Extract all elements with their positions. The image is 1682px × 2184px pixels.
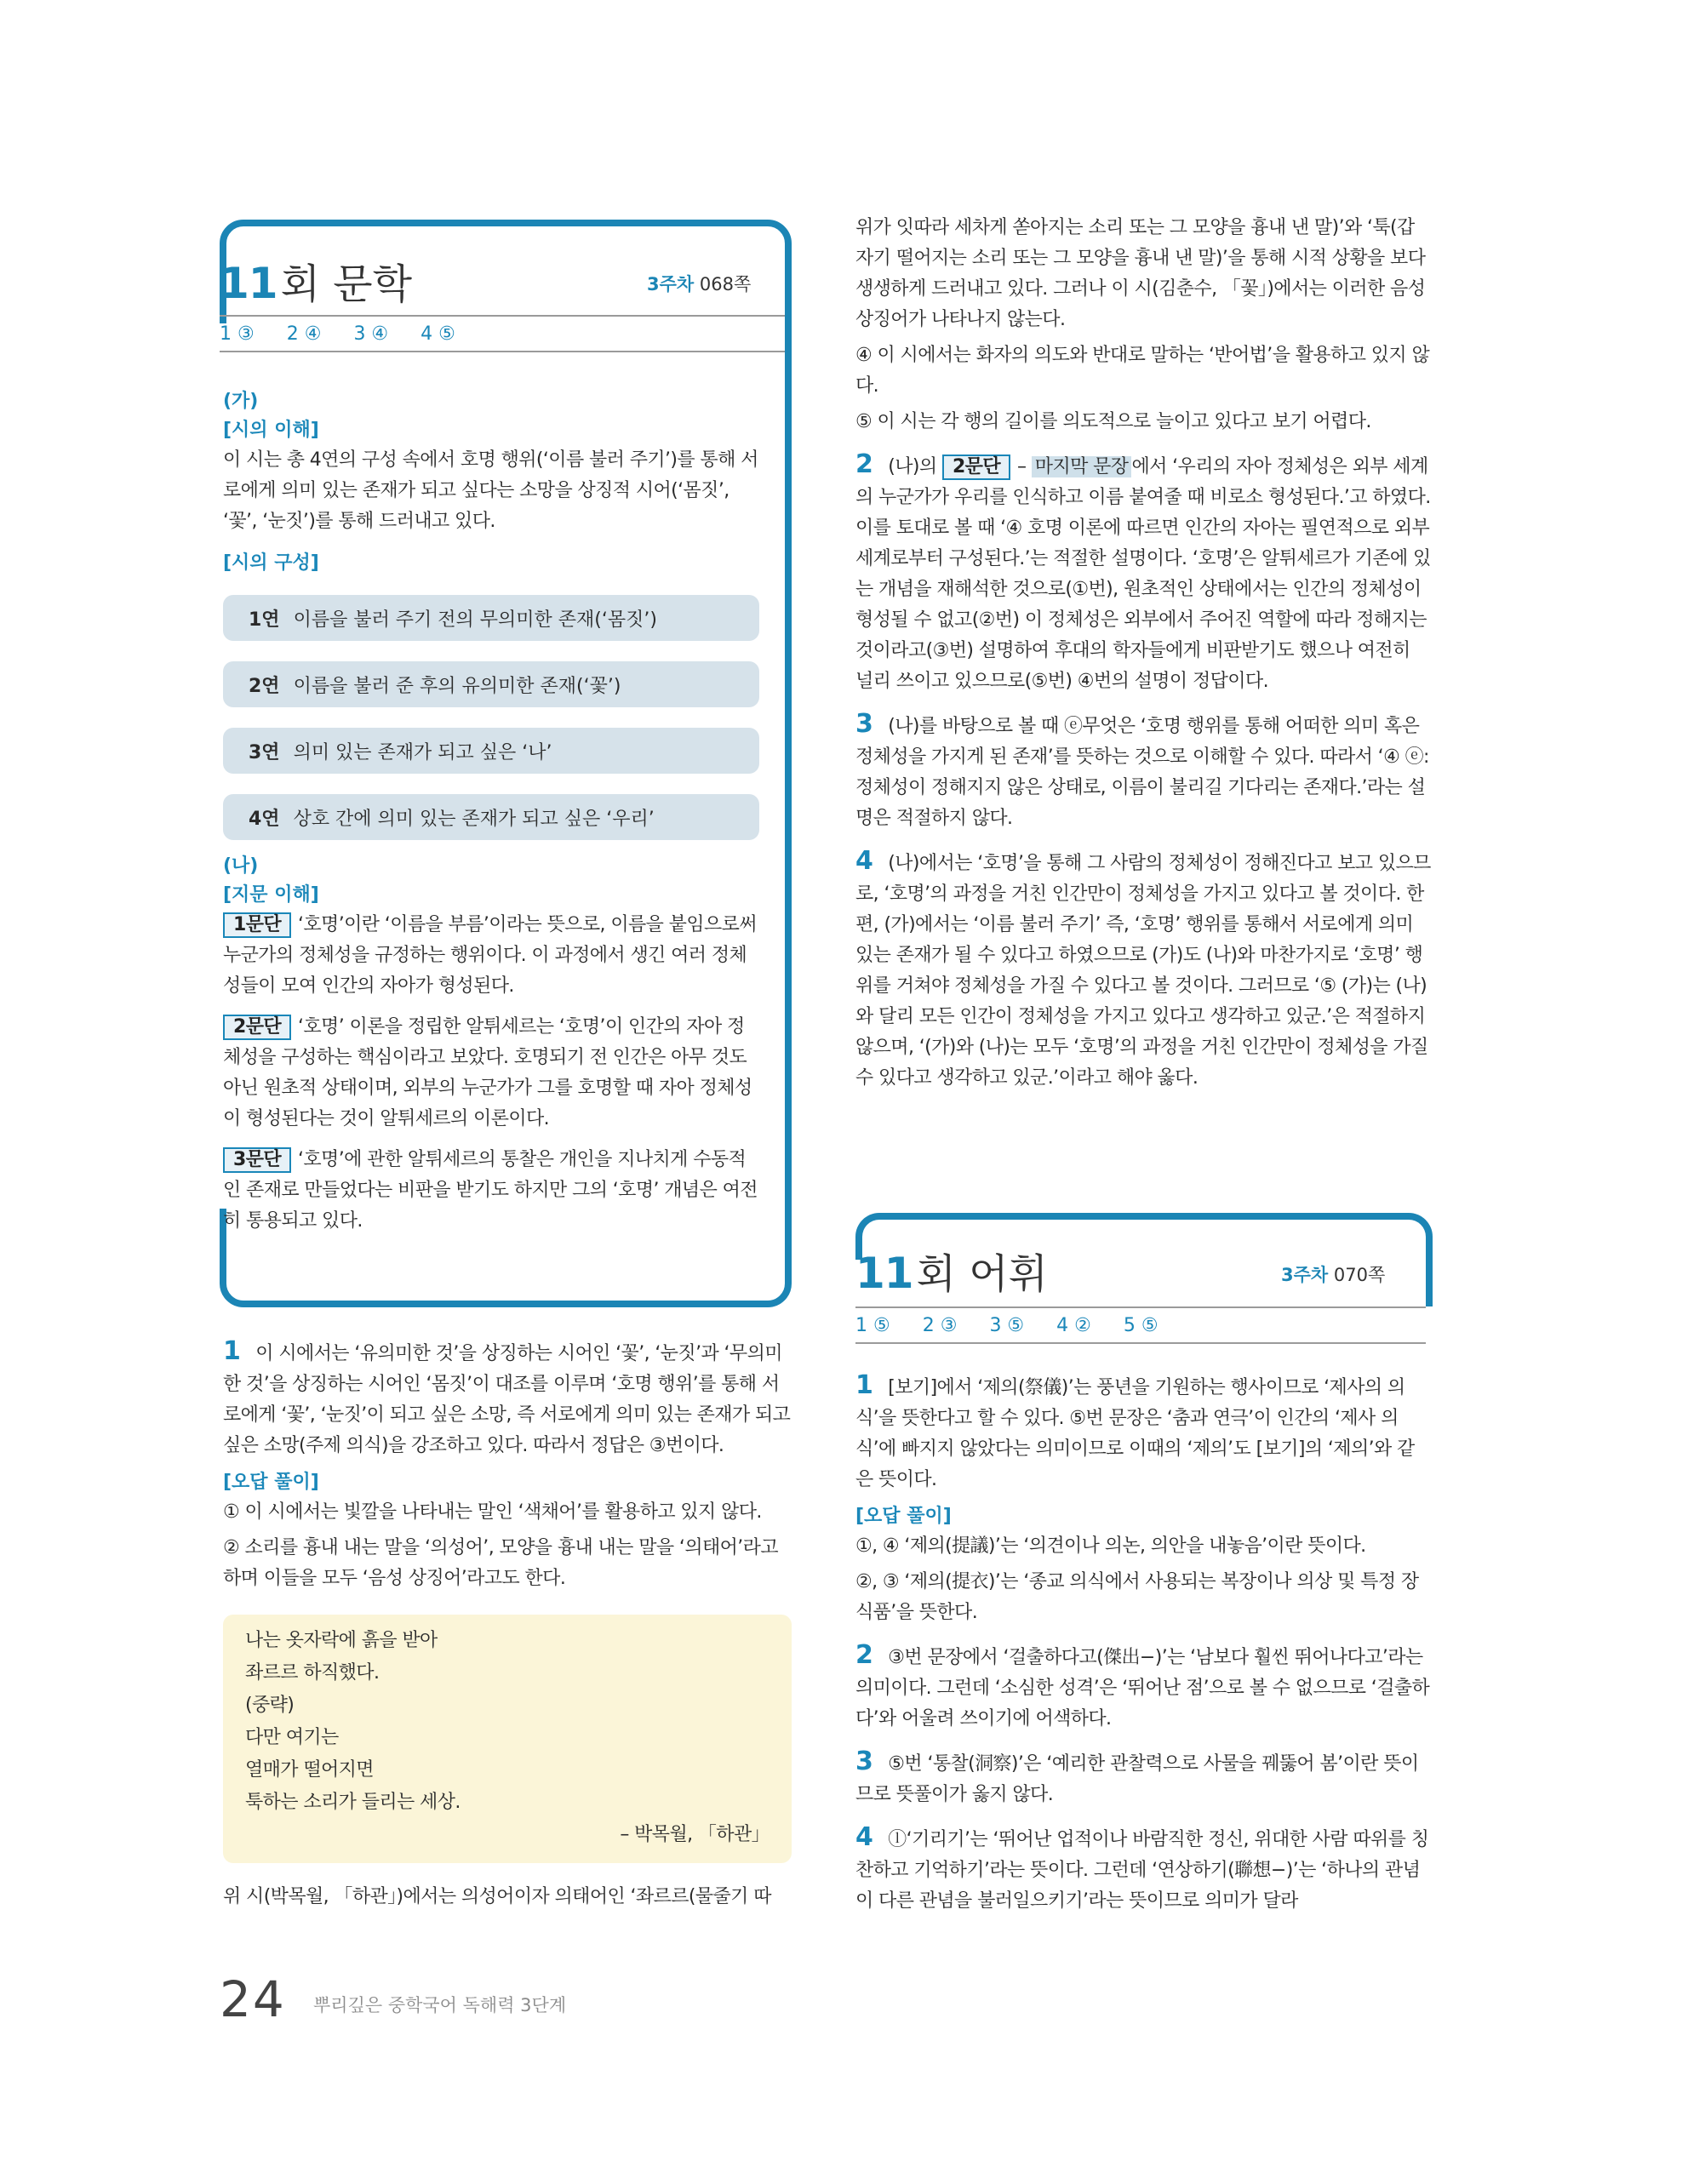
stanza-text: 이름을 불러 주기 전의 무의미한 존재(‘몸짓’) (293, 609, 657, 631)
question-number: 3 (855, 1747, 873, 1776)
paragraph-summary (223, 1012, 759, 1135)
continued-text: 위 시(박목월, 「하관」)에서는 의성어이자 의태어인 ‘좌르르(물줄기 따 (223, 1886, 771, 1907)
stanza-label: 2연 (249, 675, 280, 697)
question-text (855, 1370, 1431, 1495)
q2-prefix: (나)의 (888, 456, 937, 477)
stanza-pill (223, 661, 759, 707)
book-title: 뿌리깊은 중학국어 독해력 3단계 (313, 1995, 567, 2015)
paragraph-tag: 1문단 (223, 912, 291, 938)
poem-line: (중략) (245, 1695, 295, 1716)
continued-text: 위가 잇따라 세차게 쏟아지는 소리 또는 그 모양을 흉내 낸 말)’와 ‘툭(갑자기 떨어지는 소리 또는 그 모양을 흉내 낸 말)’을 통해 시적 상황을 보다 생생하게 드러내고 있다. 그러나 이 시(김춘수, 「꽃」)에서는 이러한 음성 상징어가 나타나지 않는다. (855, 217, 1426, 330)
wrong-answer-2: ② 소리를 흉내 내는 말을 ‘의성어’, 모양을 흉내 내는 말을 ‘의태어’라고 하며 이들을 모두 ‘음성 상징어’라고도 한다. (223, 1537, 778, 1589)
poem-structure-heading: [시의 구성] (223, 552, 319, 574)
answer-item: 4 ② (1056, 1314, 1091, 1336)
question-2-explanation (855, 449, 1431, 697)
paragraph-tag: 2문단 (942, 455, 1010, 480)
question-number: 4 (855, 846, 873, 876)
answer-item: 4 ⑤ (420, 323, 455, 345)
poem-understanding-text: 이 시는 총 4연의 구성 속에서 호명 행위(‘이름 불러 주기’)를 통해 서로에게 의미 있는 존재가 되고 싶다는 소망을 상징적 시어(‘몸짓’, ‘꽃’, ‘눈짓’)를 통해 드러내고 있다. (223, 449, 758, 532)
page-number: 24 (220, 1970, 286, 2028)
title-text: 회 문학 (280, 260, 412, 308)
vocabulary-body (855, 1370, 1431, 1917)
answer-item: 5 ⑤ (1123, 1314, 1159, 1336)
wrong-answer-4: ④ 이 시에서는 화자의 의도와 반대로 말하는 ‘반어법’을 활용하고 있지 않다. (855, 345, 1430, 397)
question-body: 이 시에서는 ‘유의미한 것’을 상징하는 시어인 ‘꽃’, ‘눈짓’과 ‘무의미한 것’을 상징하는 시어인 ‘몸짓’이 대조를 이루며 ‘호명 행위’를 통해 서로에게 ‘꽃’, ‘눈짓’이 되고 싶은 소망, 즉 서로에게 의미 있는 존재가 되고 싶은 소망(주제 의식)을 강조하고 있다. 따라서 정답은 ③번이다. (223, 1343, 791, 1456)
stanza-label: 4연 (249, 808, 280, 830)
question-3-explanation (855, 709, 1431, 834)
question-4-explanation (855, 846, 1431, 1094)
section-na: (나) (223, 855, 259, 877)
paragraph-text: ‘호명’에 관한 알튀세르의 통찰은 개인을 지나치게 수동적인 존재로 만들었다는 비판을 받기도 하지만 그의 ‘호명’ 개념은 여전히 통용되고 있다. (223, 1149, 758, 1232)
title-number: 11 (855, 1249, 913, 1298)
question-text (855, 1640, 1431, 1735)
poem-understanding-heading: [시의 이해] (223, 420, 319, 441)
question-number: 4 (855, 1822, 873, 1852)
stanza-text: 의미 있는 존재가 되고 싶은 ‘나’ (293, 741, 552, 763)
poem-line: 열매가 떨어지면 (245, 1759, 374, 1781)
stanza-text: 상호 간에 의미 있는 존재가 되고 싶은 ‘우리’ (293, 808, 655, 830)
question-text (855, 1747, 1431, 1810)
paragraph-tag: 3문단 (223, 1147, 291, 1173)
answer-item: 2 ④ (286, 323, 322, 345)
answer-item: 3 ⑤ (989, 1314, 1025, 1336)
question-number: 2 (855, 1640, 873, 1670)
question-body: ③번 문장에서 ‘걸출하다고(傑出−)’는 ‘남보다 훨씬 뛰어나다고’라는 의미이다. 그런데 ‘소심한 성격’은 ‘뛰어난 점’으로 볼 수 없으므로 ‘걸출하다’와 어울려 쓰이기에 어색하다. (855, 1647, 1430, 1729)
answer-item: 1 ⑤ (855, 1314, 890, 1336)
title-number: 11 (220, 259, 277, 308)
paragraph-summary (223, 910, 759, 1002)
right-column (855, 213, 1431, 1094)
answer-item: 3 ④ (353, 323, 389, 345)
passage-heading: [지문 이해] (223, 884, 319, 906)
question-body: (나)를 바탕으로 볼 때 ⓔ무엇은 ‘호명 행위를 통해 어떠한 의미 혹은 정체성을 가지게 된 존재’를 뜻하는 것으로 이해할 수 있다. 따라서 ‘④ ⓔ: 정체성이 정해지지 않은 상태로, 이름이 불리길 기다리는 존재다.’라는 설명은 적절하지 않다. (855, 716, 1429, 829)
week-label: 3주차 (1281, 1265, 1329, 1285)
question-body: ⑤번 ‘통찰(洞察)’은 ‘예리한 관찰력으로 사물을 꿰뚫어 봄’이란 뜻이므로 뜻풀이가 옳지 않다. (855, 1753, 1419, 1805)
wrong-answer-heading: [오답 풀이] (855, 1506, 952, 1527)
section-ga: (가) (223, 391, 259, 412)
week-page: 070쪽 (1333, 1265, 1386, 1285)
answer-item: 2 ③ (922, 1314, 958, 1336)
week-ref (1281, 1261, 1385, 1287)
answer-item: 1 ③ (220, 323, 255, 345)
wrong-answer-2: ②, ③ ‘제의(提衣)’는 ‘종교 의식에서 사용되는 복장이나 의상 및 특정 장식품’을 뜻한다. (855, 1571, 1419, 1623)
literature-title (220, 251, 412, 310)
question-number: 1 (223, 1336, 241, 1366)
question-text (223, 1336, 792, 1461)
question-body: 에서 ‘우리의 자아 정체성은 외부 세계의 누군가가 우리를 인식하고 이름 붙여줄 때 비로소 형성된다.’고 하였다. 이를 토대로 볼 때 ‘④ 호명 이론에 따르면 인간의 자아는 필연적으로 외부 세계로부터 구성된다.’는 적절한 설명이다. ‘호명’은 알튀세르가 기존에 있는 개념을 재해석한 것으로(①번), 원초적인 상태에서는 인간의 정체성이 형성될 수 없고(②번) 이 정체성은 외부에서 주어진 역할에 따라 정해지는 것이라고(③번) 설명하여 후대의 학자들에게 비판받기도 했으나 여전히 널리 쓰이고 있으므로(⑤번) ④번의 설명이 정답이다. (855, 456, 1431, 692)
week-ref (647, 271, 751, 296)
question-number: 2 (855, 449, 873, 479)
week-label: 3주차 (647, 274, 695, 294)
literature-body (223, 387, 759, 1237)
poem-line: 좌르르 하직했다. (245, 1662, 380, 1684)
stanza-pill (223, 728, 759, 774)
question-body: [보기]에서 ‘제의(祭儀)’는 풍년을 기원하는 행사이므로 ‘제사의 의식’을 뜻한다고 할 수 있다. ⑤번 문장은 ‘춤과 연극’이 인간의 ‘제사 의식’에 빠지지 않았다는 의미이므로 이때의 ‘제의’도 [보기]의 ‘제의’와 같은 뜻이다. (855, 1377, 1415, 1490)
poem-excerpt-box (223, 1615, 792, 1863)
stanza-text: 이름을 불러 준 후의 유의미한 존재(‘꽃’) (293, 675, 621, 697)
vocabulary-title (855, 1241, 1048, 1300)
question-1-explanation (223, 1336, 792, 1912)
wrong-answer-heading: [오답 풀이] (223, 1472, 319, 1493)
poem-line: 다만 여기는 (245, 1727, 339, 1748)
question-number: 1 (855, 1370, 873, 1400)
title-text: 회 어휘 (916, 1250, 1048, 1298)
week-page: 068쪽 (699, 274, 752, 294)
question-number: 3 (855, 709, 873, 739)
paragraph-text: ‘호명’이란 ‘이름을 부름’이라는 뜻으로, 이름을 붙임으로써 누군가의 정체성을 규정하는 행위이다. 이 과정에서 생긴 여러 정체성들이 모여 인간의 자아가 형성된다. (223, 914, 757, 997)
poem-source: – 박목월, 「하관」 (620, 1824, 769, 1845)
answer-bar (220, 315, 785, 352)
wrong-answer-5: ⑤ 이 시는 각 행의 길이를 의도적으로 늘이고 있다고 보기 어렵다. (855, 411, 1371, 432)
paragraph-text: ‘호명’ 이론을 정립한 알튀세르는 ‘호명’이 인간의 자아 정체성을 구성하는 핵심이라고 보았다. 호명되기 전 인간은 아무 것도 아닌 원초적 상태이며, 외부의 누군가가 그를 호명할 때 자아 정체성이 형성된다는 것이 알튀세르의 이론이다. (223, 1016, 752, 1129)
stanza-pill (223, 794, 759, 840)
wrong-answer-1: ① 이 시에서는 빛깔을 나타내는 말인 ‘색채어’를 활용하고 있지 않다. (223, 1501, 762, 1523)
paragraph-summary (223, 1145, 759, 1237)
stanza-pill (223, 595, 759, 641)
answer-bar (855, 1306, 1426, 1344)
question-text (855, 1822, 1431, 1917)
stanza-label: 3연 (249, 741, 280, 763)
paragraph-tag: 2문단 (223, 1015, 291, 1040)
question-body: ⓛ‘기리기’는 ‘뛰어난 업적이나 바람직한 정신, 위대한 사람 따위를 칭찬하고 기억하기’라는 뜻이다. 그런데 ‘연상하기(聯想−)’는 ‘하나의 관념이 다른 관념을 불러일으키기’라는 뜻이므로 의미가 달라 (855, 1829, 1429, 1912)
question-body: (나)에서는 ‘호명’을 통해 그 사람의 정체성이 정해진다고 보고 있으므로, ‘호명’의 과정을 거친 인간만이 정체성을 가지고 있다고 볼 것이다. 한편, (가)에서는 ‘이름 불러 주기’ 즉, ‘호명’ 행위를 통해서 서로에게 의미 있는 존재가 될 수 있다고 하였으므로 (가)도 (나)와 마찬가지로 ‘호명’ 행위를 거쳐야 정체성을 가질 수 있다고 볼 것이다. 그러므로 ‘⑤ (가)는 (나)와 달리 모든 인간이 정체성을 가지고 있다고 생각하고 있군.’은 적절하지 않으며, ‘(가)와 (나)는 모두 ‘호명’의 과정을 거친 인간만이 정체성을 가질 수 있다고 생각하고 있군.’이라고 해야 옳다. (855, 853, 1431, 1089)
poem-line: 툭하는 소리가 들리는 세상. (245, 1792, 461, 1813)
highlight-last-sentence: 마지막 문장 (1032, 456, 1132, 477)
stanza-label: 1연 (249, 609, 280, 631)
poem-line: 나는 옷자락에 흙을 받아 (245, 1630, 438, 1651)
wrong-answer-1: ①, ④ ‘제의(提議)’는 ‘의견이나 의논, 의안을 내놓음’이란 뜻이다. (855, 1535, 1366, 1557)
q2-dash: – (1016, 456, 1027, 477)
